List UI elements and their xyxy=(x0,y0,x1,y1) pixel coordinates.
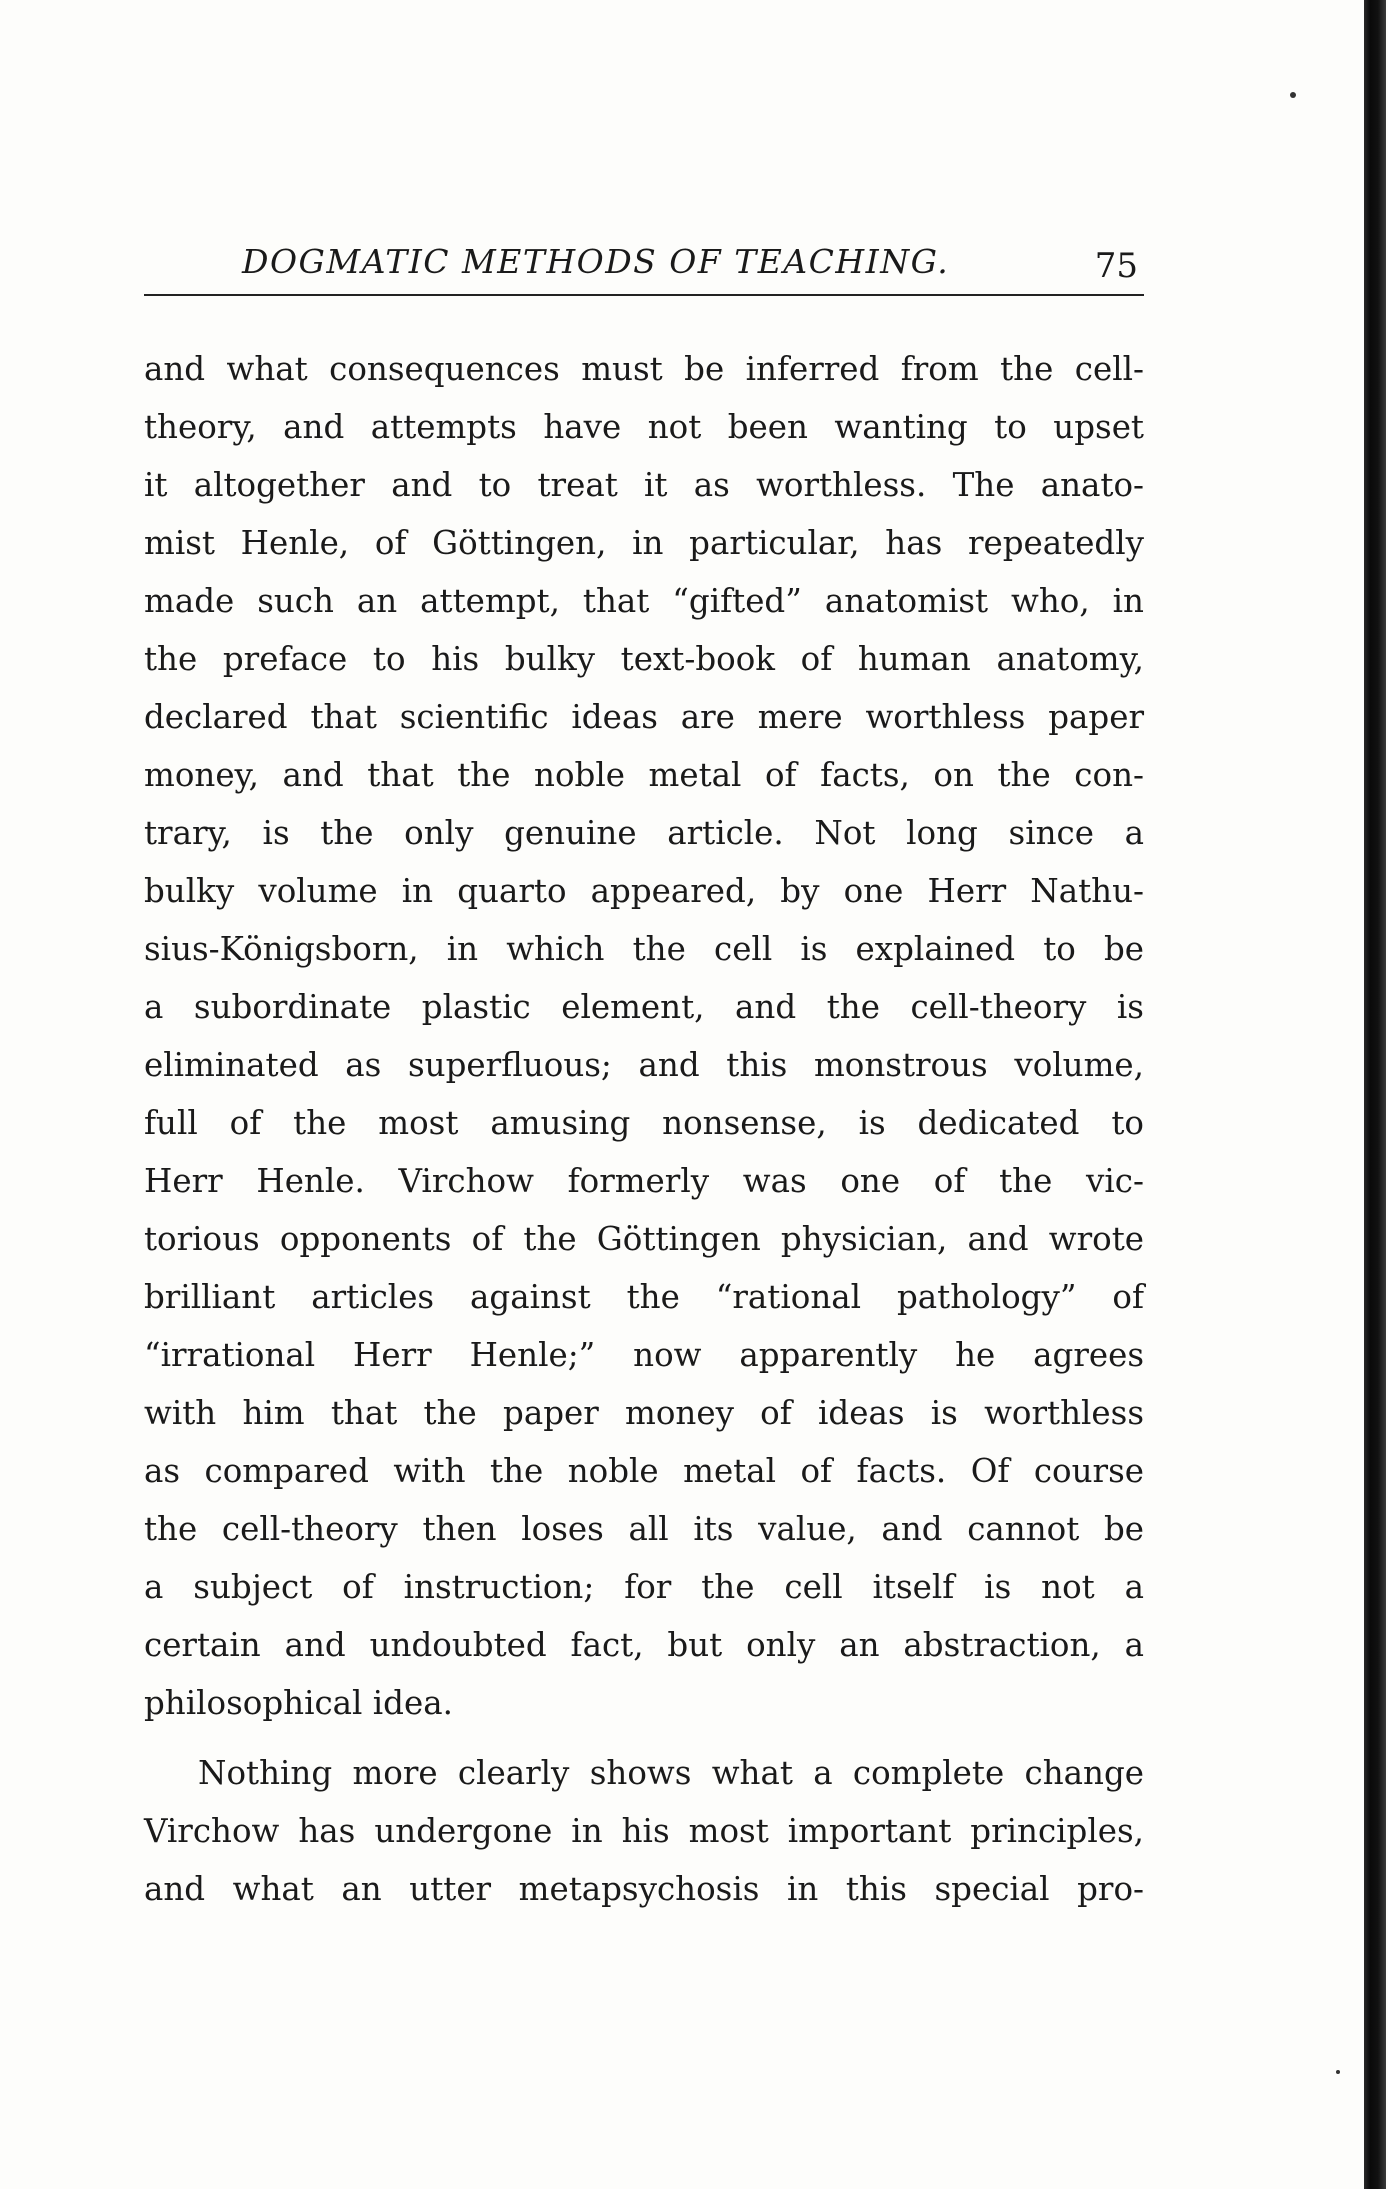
ink-speck xyxy=(1290,92,1296,98)
text-line: eliminated as superfluous; and this monstrous volume, xyxy=(144,1046,1144,1084)
text-line: made such an attempt, that “gifted” anatomist who, in xyxy=(144,582,1144,620)
paragraph xyxy=(144,340,1144,1732)
text-line: Virchow has undergone in his most important principles, xyxy=(144,1812,1144,1850)
text-line: sius-Königsborn, in which the cell is explained to be xyxy=(144,930,1144,968)
text-line: money, and that the noble metal of facts, on the con- xyxy=(144,756,1144,794)
text-line: a subject of instruction; for the cell itself is not a xyxy=(144,1568,1144,1606)
page-edge-shadow xyxy=(1364,0,1386,2189)
running-header xyxy=(144,240,1144,296)
paragraph xyxy=(144,1744,1144,1918)
text-line: trary, is the only genuine article. Not long since a xyxy=(144,814,1144,852)
text-line: “irrational Herr Henle;” now apparently he agrees xyxy=(144,1336,1144,1374)
text-line: certain and undoubted fact, but only an abstraction, a xyxy=(144,1626,1144,1664)
text-line: declared that scientific ideas are mere worthless paper xyxy=(144,698,1144,736)
text-line: torious opponents of the Göttingen physician, and wrote xyxy=(144,1220,1144,1258)
text-line: and what consequences must be inferred from the cell- xyxy=(144,350,1144,388)
body-text xyxy=(144,340,1144,1918)
text-line: as compared with the noble metal of facts. Of course xyxy=(144,1452,1144,1490)
text-line: full of the most amusing nonsense, is dedicated to xyxy=(144,1104,1144,1142)
text-line: a subordinate plastic element, and the cell-theory is xyxy=(144,988,1144,1026)
text-line: Herr Henle. Virchow formerly was one of the vic- xyxy=(144,1162,1144,1200)
ink-speck xyxy=(1336,2070,1340,2074)
text-line: it altogether and to treat it as worthless. The anato- xyxy=(144,466,1144,504)
text-line: with him that the paper money of ideas is worthless xyxy=(144,1394,1144,1432)
text-line: philosophical idea. xyxy=(144,1684,453,1722)
running-title: DOGMATIC METHODS OF TEACHING. xyxy=(242,242,950,281)
text-line: the cell-theory then loses all its value, and cannot be xyxy=(144,1510,1144,1548)
paragraph-gap xyxy=(144,1732,1144,1744)
text-line: brilliant articles against the “rational pathology” of xyxy=(144,1278,1144,1316)
text-line: and what an utter metapsychosis in this special pro- xyxy=(144,1870,1144,1908)
text-line: theory, and attempts have not been wanting to upset xyxy=(144,408,1144,446)
text-line: mist Henle, of Göttingen, in particular, has repeatedly xyxy=(144,524,1144,562)
page-number: 75 xyxy=(1094,246,1138,286)
text-line: bulky volume in quarto appeared, by one Herr Nathu- xyxy=(144,872,1144,910)
text-line: Nothing more clearly shows what a complete change xyxy=(198,1754,1144,1792)
text-line: the preface to his bulky text-book of human anatomy, xyxy=(144,640,1144,678)
